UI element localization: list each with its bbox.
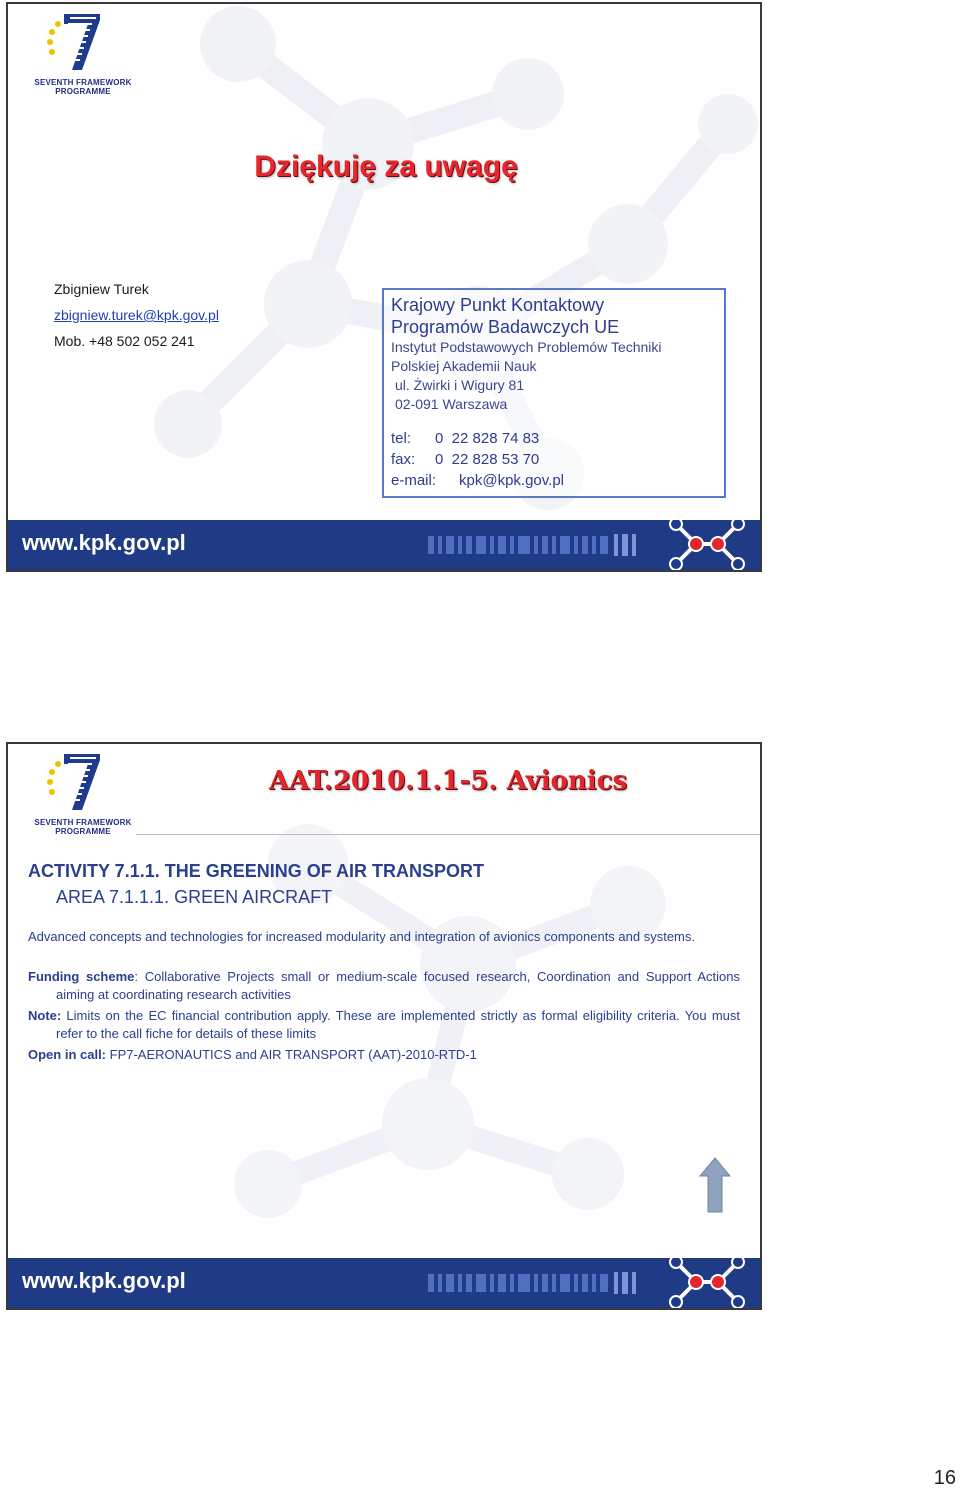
footer-pixel-bar bbox=[428, 530, 668, 560]
kpk-email-value[interactable]: kpk@kpk.gov.pl bbox=[459, 472, 564, 489]
kpk-street: ul. Żwirki i Wigury 81 bbox=[395, 377, 525, 393]
fp7-logo bbox=[30, 750, 136, 836]
open-label: Open in call: bbox=[28, 1047, 107, 1062]
kpk-heading-1: Krajowy Punkt Kontaktowy bbox=[391, 295, 605, 315]
slide-avionics bbox=[6, 742, 762, 1310]
fp7-logo-line2: PROGRAMME bbox=[55, 87, 111, 96]
fp7-logo bbox=[30, 10, 136, 96]
fp7-logo-line1: SEVENTH FRAMEWORK bbox=[34, 78, 132, 87]
area-heading: AREA 7.1.1.1. GREEN AIRCRAFT bbox=[56, 887, 333, 907]
network-logo-icon bbox=[660, 520, 750, 570]
kpk-city: 02-091 Warszawa bbox=[395, 396, 508, 412]
fp7-logo-line2: PROGRAMME bbox=[55, 827, 111, 836]
open-text: FP7-AERONAUTICS and AIR TRANSPORT (AAT)-2010-RTD-1 bbox=[106, 1047, 477, 1062]
footer-banner bbox=[8, 1258, 760, 1308]
page-title: Dziękuję za uwagę bbox=[254, 150, 518, 183]
topic-description: Advanced concepts and technologies for increased modularity and integration of avionics components and systems. bbox=[28, 929, 695, 944]
footer-url[interactable]: www.kpk.gov.pl bbox=[22, 530, 186, 555]
slide-thank-you bbox=[6, 2, 762, 572]
funding-scheme bbox=[28, 968, 740, 1004]
funding-text: : Collaborative Projects small or medium-scale focused research, Coordination and Support Actions aiming at coordinating research activities bbox=[56, 969, 740, 1002]
kpk-tel-value: 0 22 828 74 83 bbox=[435, 430, 540, 447]
contact-phone: Mob. +48 502 052 241 bbox=[54, 333, 195, 349]
note-text: Limits on the EC financial contribution apply. These are implemented strictly as formal eligibility criteria. You must refer to the call fiche for details of these limits bbox=[56, 1008, 740, 1041]
open-in-call bbox=[28, 1046, 740, 1064]
contact-name: Zbigniew Turek bbox=[54, 281, 149, 297]
kpk-email bbox=[391, 470, 724, 491]
contact-email-link[interactable]: zbigniew.turek@kpk.gov.pl bbox=[54, 307, 219, 323]
kpk-fax-value: 0 22 828 53 70 bbox=[435, 451, 540, 468]
kpk-institute-2: Polskiej Akademii Nauk bbox=[391, 358, 537, 374]
kpk-tel bbox=[391, 428, 724, 449]
note bbox=[28, 1007, 740, 1043]
kpk-fax bbox=[391, 449, 724, 470]
footer-pixel-bar bbox=[428, 1268, 668, 1298]
activity-heading: ACTIVITY 7.1.1. THE GREENING OF AIR TRANSPORT bbox=[28, 861, 485, 881]
page-number: 16 bbox=[933, 1467, 956, 1489]
network-logo-icon bbox=[660, 1258, 750, 1308]
up-arrow-icon[interactable] bbox=[698, 1156, 732, 1214]
title-divider bbox=[136, 834, 762, 835]
funding-label: Funding scheme bbox=[28, 969, 135, 984]
note-label: Note: bbox=[28, 1008, 62, 1023]
kpk-institute-1: Instytut Podstawowych Problemów Techniki bbox=[391, 339, 662, 355]
topic-title: AAT.2010.1.1-5. Avionics bbox=[268, 766, 628, 796]
footer-banner bbox=[8, 520, 760, 570]
fp7-logo-line1: SEVENTH FRAMEWORK bbox=[34, 818, 132, 827]
kpk-heading-2: Programów Badawczych UE bbox=[391, 317, 620, 337]
kpk-fax-label: fax: bbox=[391, 451, 416, 468]
kpk-address-box bbox=[382, 288, 726, 498]
kpk-tel-label: tel: bbox=[391, 430, 412, 447]
contact-person bbox=[54, 276, 219, 354]
topic-body bbox=[28, 858, 740, 1064]
kpk-email-label: e-mail: bbox=[391, 472, 437, 489]
footer-url[interactable]: www.kpk.gov.pl bbox=[22, 1268, 186, 1293]
